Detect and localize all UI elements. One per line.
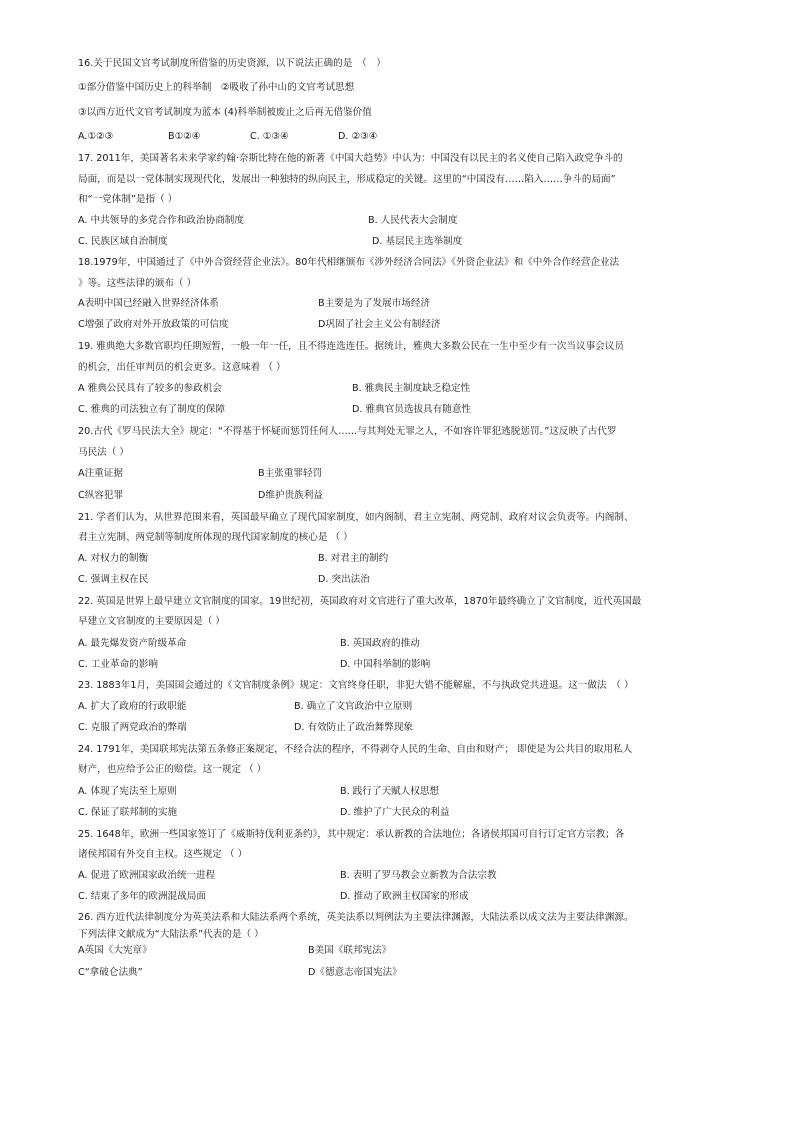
question-19-option-c: C. 雅典的司法独立有了制度的保障 [78,404,226,415]
question-18-stem-line-2: 》等。这些法律的颁布（ ） [78,278,197,289]
question-22-option-b: B. 英国政府的推动 [340,638,420,649]
question-17-stem-line-1: 17. 2011年，美国著名未来学家约翰·奈斯比特在他的新著《中国大趋势》中认为：中国没有以民主的名义使自己陷入政党争斗的 [78,153,623,164]
question-25-option-b: B. 表明了罗马教会立新教为合法宗教 [340,870,497,881]
question-23-option-a: A. 扩大了政府的行政职能 [78,701,187,712]
question-16-statement-2: ③以西方近代文官考试制度为蓝本 (4)科举制被废止之后再无借鉴价值 [78,107,372,118]
question-17-option-c: C. 民族区域自治制度 [78,236,168,247]
question-20-option-b: B主张重罪轻罚 [258,468,323,479]
question-22-option-a: A. 最先爆发资产阶级革命 [78,638,187,649]
question-22-option-d: D. 中国科举制的影响 [340,659,431,670]
question-25-stem-line-2: 诸侯邦国有外交自主权。这些规定 （ ） [78,849,248,860]
question-17-option-b: B. 人民代表大会制度 [368,215,458,226]
question-23-option-d: D. 有效防止了政治舞弊现象 [294,722,414,733]
question-22-stem-line-2: 早建立文官制度的主要原因是（ ） [78,616,225,627]
question-26-option-b: B美国《联邦宪法》 [308,945,392,956]
question-20-stem-line-1: 20.古代《罗马民法大全》规定：“不得基于怀疑而惩罚任何人……与其判处无罪之人，不如容许罪犯逃脱惩罚。”这反映了古代罗 [78,426,617,437]
question-16-option-d: D. ②③④ [338,131,378,142]
question-18-option-a: A表明中国已经融入世界经济体系 [78,298,219,309]
question-19-option-b: B. 雅典民主制度缺乏稳定性 [352,383,471,394]
question-26-option-c: C“拿破仑法典” [78,967,143,978]
question-23-option-c: C. 克服了两党政治的弊端 [78,722,187,733]
question-19-stem-line-2: 的机会，出任审判员的机会更多。这意味着 （ ） [78,362,286,373]
question-16-option-a: A.①②③ [78,131,114,142]
question-23-option-b: B. 确立了文官政治中立原则 [294,701,413,712]
question-21-option-a: A. 对权力的制衡 [78,553,149,564]
question-21-option-d: D. 突出法治 [318,574,370,585]
question-26-stem-line-1: 26. 西方近代法律制度分为英美法系和大陆法系两个系统，英美法系以判例法为主要法律渊源，大陆法系以成文法为主要法律渊源。 [78,912,634,923]
question-18-option-c: C增强了政府对外开放政策的可信度 [78,319,229,330]
question-17-stem-line-2: 局面，而是以一党体制实现现代化，发展出一种独特的纵向民主，形成稳定的关键。这里的“中国没有……陷入……争斗的局面” [78,174,616,185]
question-20-option-a: A注重证据 [78,468,123,479]
question-19-option-d: D. 雅典官员选拔具有随意性 [352,404,472,415]
question-16-option-b: B①②④ [168,131,201,142]
question-18-stem-line-1: 18.1979年，中国通过了《中外合资经营企业法》。80年代相继颁布《涉外经济合同法》《外资企业法》和《中外合作经营企业法 [78,257,620,268]
question-21-stem-line-1: 21. 学者们认为，从世界范围来看，英国最早确立了现代国家制度，如内阁制、君主立宪制、两党制、政府对议会负责等。内阁制、 [78,512,634,523]
question-16-option-c: C. ①③④ [250,131,289,142]
question-22-option-c: C. 工业革命的影响 [78,659,158,670]
question-18-option-b: B主要是为了发展市场经济 [318,298,431,309]
question-25-option-c: C. 结束了多年的欧洲混战局面 [78,891,206,902]
question-20-option-c: C纵容犯罪 [78,490,124,501]
question-21-option-b: B. 对君主的制约 [318,553,389,564]
question-24-option-c: C. 保证了联邦制的实施 [78,807,178,818]
question-16-stem: 16.关于民国文官考试制度所借鉴的历史资源，以下说法正确的是 （ ） [78,58,386,69]
question-20-option-d: D维护贵族利益 [258,490,323,501]
question-17-stem-line-3: 和“一党体制”是指（ ） [78,194,178,205]
question-16-statement-1: ①部分借鉴中国历史上的科举制 ②吸收了孙中山的文官考试思想 [78,82,355,93]
question-24-option-b: B. 践行了天赋人权思想 [340,786,440,797]
question-24-stem-line-2: 财产，也应给予公正的赔偿。这一规定 （ ） [78,764,267,775]
question-26-option-d: D《德意志帝国宪法》 [308,967,402,978]
question-26-option-a: A英国《大宪章》 [78,945,152,956]
question-19-stem-line-1: 19. 雅典绝大多数官职均任期短暂，一般一年一任，且不得连选连任。据统计，雅典大多数公民在一生中至少有一次当议事会议员 [78,341,624,352]
question-24-option-d: D. 维护了广大民众的利益 [340,807,450,818]
question-25-stem-line-1: 25. 1648年，欧洲一些国家签订了《威斯特伐利亚条约》，其中规定：承认新教的合法地位；各诸侯邦国可自行订定官方宗教；各 [78,829,625,840]
question-25-option-d: D. 推动了欧洲主权国家的形成 [340,891,469,902]
question-21-option-c: C. 强调主权在民 [78,574,149,585]
question-22-stem-line-1: 22. 英国是世界上最早建立文官制度的国家。19世纪初，英国政府对文官进行了重大改革，1870年最终确立了文官制度，近代英国最 [78,596,642,607]
question-23-stem: 23. 1883年1月，美国国会通过的《文官制度条例》规定：文官终身任职，非犯大错不能解雇，不与执政党共进退。这一做法 （ ） [78,680,634,691]
question-24-stem-line-1: 24. 1791年，美国联邦宪法第五条修正案规定，不经合法的程序，不得剥夺人民的生命、自由和财产； 即使是为公共目的取用私人 [78,744,633,755]
question-21-stem-line-2: 君主立宪制、两党制等制度所体现的现代国家制度的核心是 （ ） [78,532,353,543]
question-18-option-d: D巩固了社会主义公有制经济 [318,319,441,330]
question-20-stem-line-2: 马民法（ ） [78,447,130,458]
question-19-option-a: A 雅典公民具有了较多的参政机会 [78,383,222,394]
question-17-option-d: D. 基层民主选举制度 [372,236,463,247]
question-17-option-a: A. 中共领导的多党合作和政治协商制度 [78,215,244,226]
question-26-stem-line-2: 下列法律文献成为“大陆法系”代表的是（ ） [78,929,264,940]
question-24-option-a: A. 体现了宪法至上原则 [78,786,177,797]
question-25-option-a: A. 促进了欧洲国家政治统一进程 [78,870,216,881]
